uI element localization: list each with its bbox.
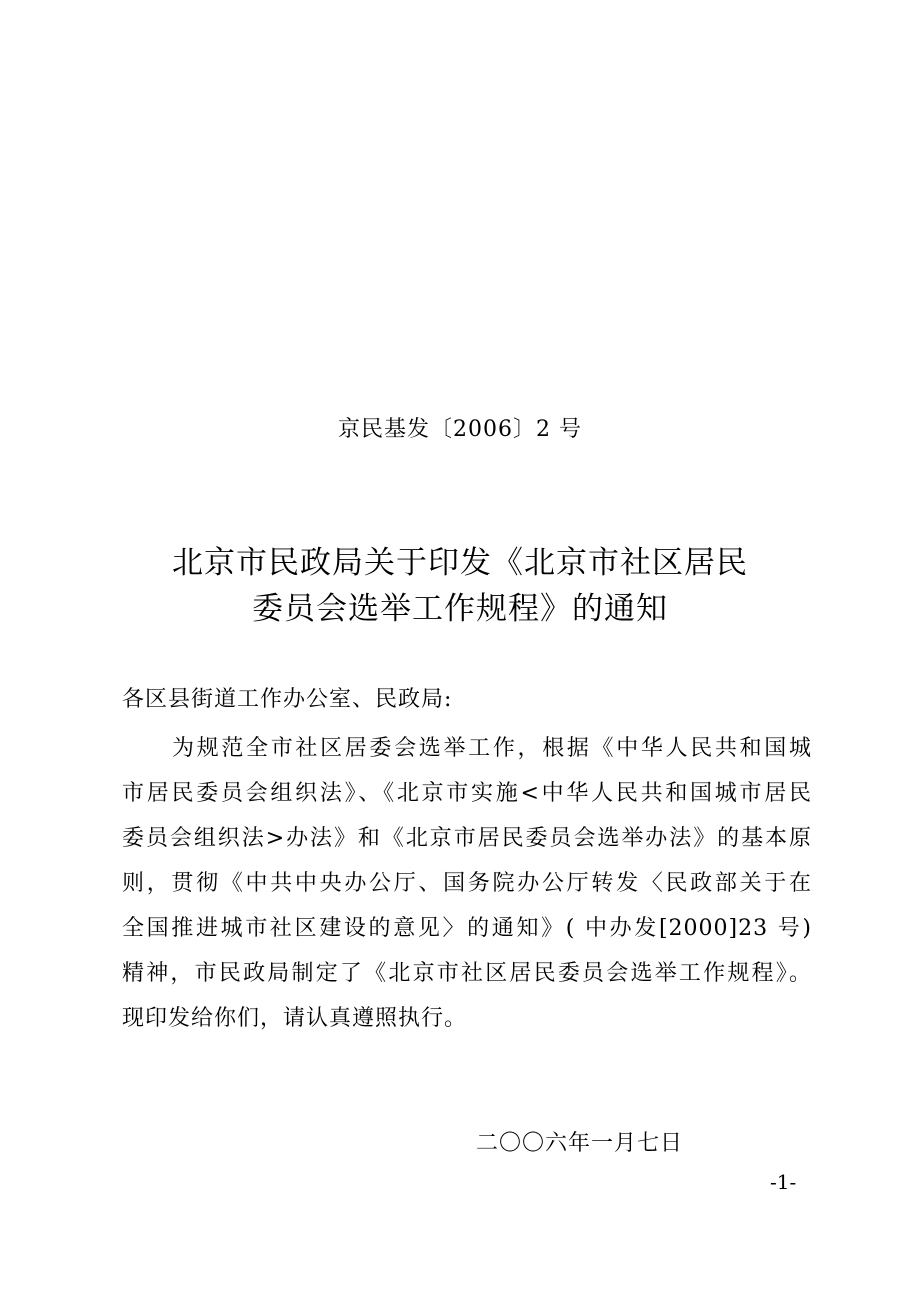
document-title <box>0 540 920 632</box>
body-line: 全国推进城市社区建设的意见〉的通知》( 中办发[2000]23 号) <box>122 916 812 941</box>
title-line-1: 北京市民政局关于印发《北京市社区居民 <box>172 545 748 581</box>
title-line-2: 委员会选举工作规程》的通知 <box>252 591 668 627</box>
issue-date: 二〇〇六年一月七日 <box>476 1131 684 1156</box>
addressee: 各区县街道工作办公室、民政局: <box>122 687 453 712</box>
body-line: 为规范全市社区居委会选举工作，根据《中华人民共和国城 <box>172 736 812 761</box>
page-number: -1- <box>770 1170 797 1194</box>
body-line: 则，贯彻《中共中央办公厅、国务院办公厅转发〈民政部关于在 <box>122 871 812 896</box>
body-line: 精神，市民政局制定了《北京市社区居民委员会选举工作规程》。 <box>122 961 812 986</box>
body-paragraph <box>122 726 812 1041</box>
document-number: 京民基发〔2006〕2 号 <box>338 417 582 442</box>
body-line: 现印发给你们，请认真遵照执行。 <box>122 1006 468 1031</box>
body-line: 市居民委员会组织法》、《北京市实施<中华人民共和国城市居民 <box>122 781 812 806</box>
body-line: 委员会组织法>办法》和《北京市居民委员会选举办法》的基本原 <box>122 826 812 851</box>
